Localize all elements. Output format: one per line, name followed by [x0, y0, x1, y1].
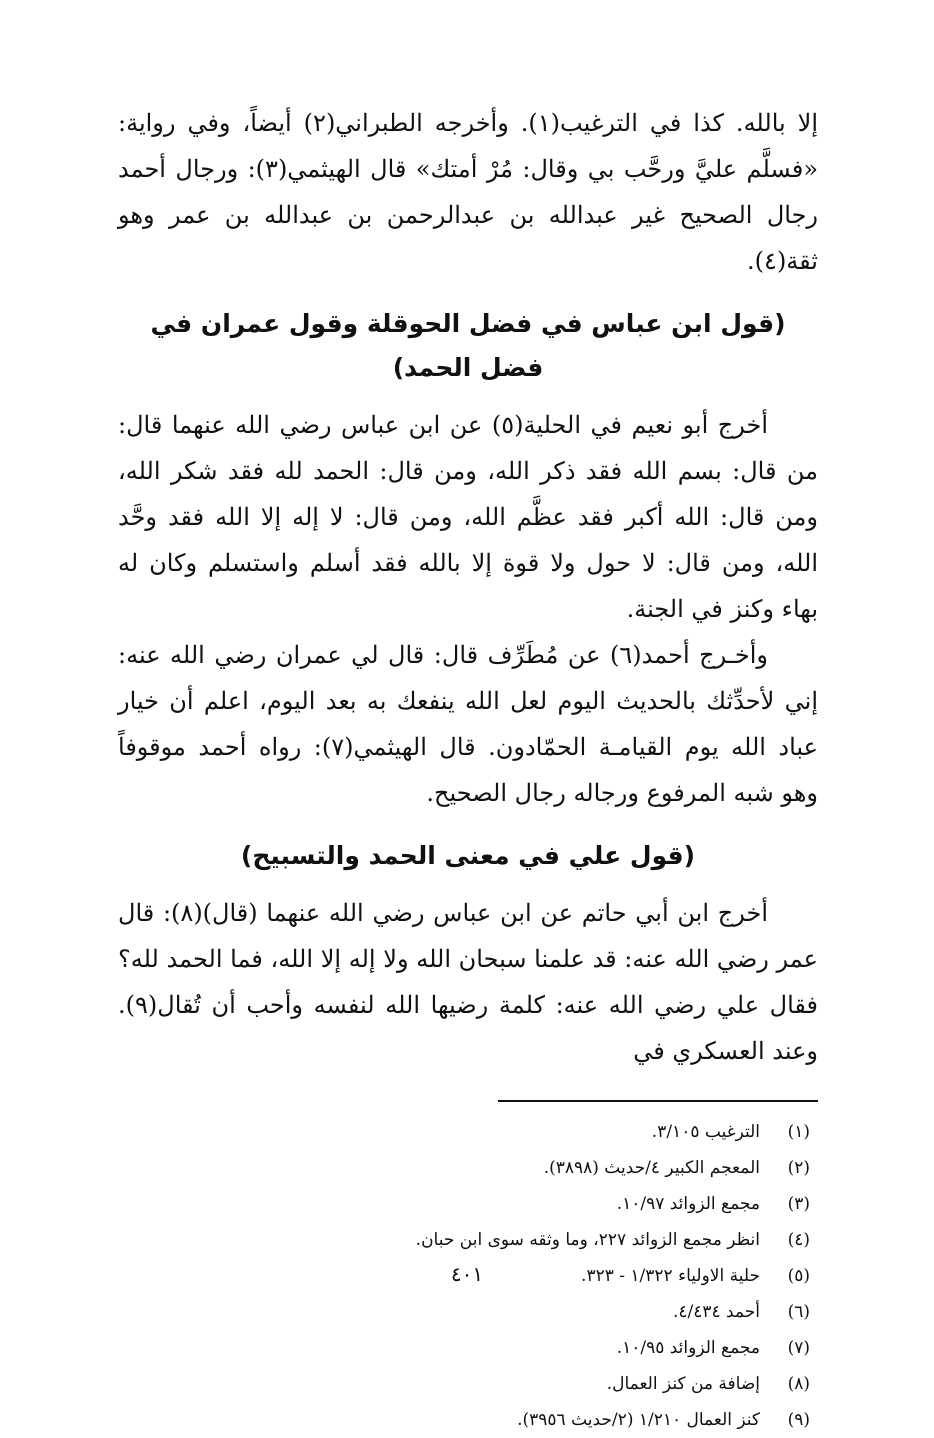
paragraph-4: أخرج ابن أبي حاتم عن ابن عباس رضي الله عنهما (قال)(٨): قال عمر رضي الله عنه: قد علمنا سبحان الله ولا إله إلا الله، فما الحمد لله؟ فقال علي رضي الله عنه: كلمة رضيها الله لنفسه وأحب أن تُقال(٩). وعند العسكري في — [118, 899, 818, 1065]
footnote-item — [118, 1294, 810, 1330]
footnote-text: كنز العمال ١/٢١٠ (٢/حديث ٣٩٥٦). — [517, 1410, 760, 1430]
section-heading-2: (قول علي في معنى الحمد والتسبيح) — [240, 841, 696, 870]
footnote-text: المعجم الكبير ٤/حديث (٣٨٩٨). — [543, 1158, 760, 1178]
footnote-text: مجمع الزوائد ١٠/٩٥. — [616, 1338, 760, 1358]
footnote-number: (١) — [787, 1122, 810, 1142]
footnote-item — [118, 1114, 810, 1150]
footnote-item — [118, 1402, 810, 1438]
footnote-item — [118, 1186, 810, 1222]
footnote-number: (٣) — [787, 1194, 810, 1214]
footnote-number: (٩) — [787, 1410, 810, 1430]
footnote-number: (٦) — [787, 1302, 810, 1322]
footnote-text: إضافة من كنز العمال. — [606, 1374, 760, 1394]
footnote-item — [118, 1366, 810, 1402]
paragraph-3: وأخـرج أحمد(٦) عن مُطَرِّف قال: قال لي عمران رضي الله عنه: إني لأحدِّثك بالحديث اليوم لعل الله ينفعك به بعد اليوم، اعلم أن خيار عباد الله يوم القيامـة الحمّادون. قال الهيثمي(٧): رواه أحمد موقوفاً وهو شبه المرفوع ورجاله رجال الصحيح. — [118, 641, 818, 807]
page-number: ٤٠١ — [450, 1262, 484, 1286]
footnote-text: الترغيب ٣/١٠٥. — [651, 1122, 760, 1142]
footnote-item — [118, 1222, 810, 1258]
footnote-item — [118, 1330, 810, 1366]
footnote-number: (٥) — [787, 1266, 810, 1286]
section-heading-1: (قول ابن عباس في فضل الحوقلة وقول عمران في فضل الحمد) — [150, 309, 786, 382]
document-page — [118, 100, 819, 1430]
footnote-text: مجمع الزوائد ١٠/٩٧. — [616, 1194, 760, 1214]
footnote-divider — [498, 1100, 818, 1102]
footnote-number: (٨) — [787, 1374, 810, 1394]
footnote-text: حلية الاولياء ١/٣٢٢ - ٣٢٣. — [581, 1266, 760, 1286]
footnote-text: انظر مجمع الزوائد ٢٢٧، وما وثقه سوى ابن حبان. — [415, 1230, 760, 1250]
paragraph-2: أخرج أبو نعيم في الحلية(٥) عن ابن عباس رضي الله عنهما قال: من قال: بسم الله فقد ذكر الله، ومن قال: الحمد لله فقد شكر الله، ومن قال: الله أكبر فقد عظَّم الله، ومن قال: لا إله إلا الله فقد وحَّد الله، ومن قال: لا حول ولا قوة إلا بالله فقد أسلم واستسلم وكان له بهاء وكنز في الجنة. — [118, 411, 818, 623]
footnote-number: (٧) — [787, 1338, 810, 1358]
footnote-number: (٤) — [787, 1230, 810, 1250]
footnote-number: (٢) — [787, 1158, 810, 1178]
footnote-item — [118, 1150, 810, 1186]
paragraph-1: إلا بالله. كذا في الترغيب(١). وأخرجه الطبراني(٢) أيضاً، وفي رواية: «فسلَّم عليَّ ورحَّب بي وقال: مُرْ أمتك» قال الهيثمي(٣): ورجال أحمد رجال الصحيح غير عبدالله بن عبدالرحمن بن عبدالله بن عمر وهو ثقة(٤). — [118, 109, 819, 275]
footnote-text: أحمد ٤/٤٣٤. — [672, 1302, 760, 1322]
